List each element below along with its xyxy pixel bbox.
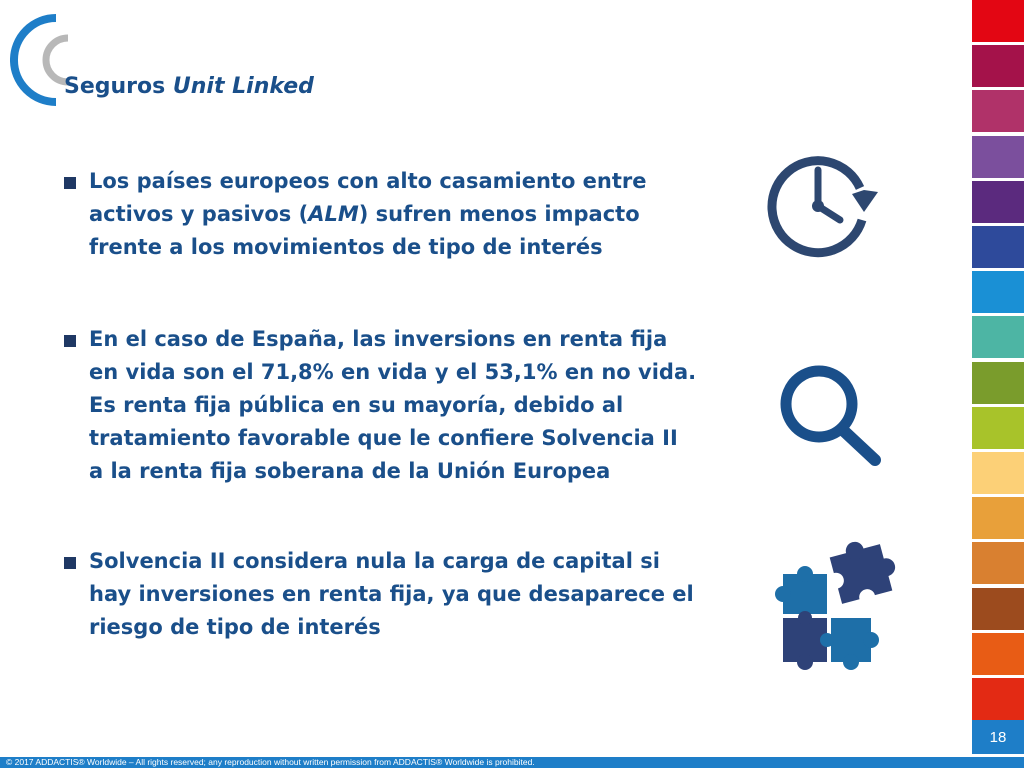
page-title: [64, 74, 314, 99]
color-stripe: [972, 271, 1024, 313]
color-stripe: [972, 542, 1024, 584]
bullet-line: riesgo de tipo de interés: [89, 615, 381, 639]
color-stripes: [972, 0, 1024, 768]
title-plain: Seguros: [64, 74, 173, 99]
bullet-square-icon: [64, 335, 76, 347]
color-stripe: [972, 226, 1024, 268]
bullet-line: en vida son el 71,8% en vida y el 53,1% en no vida.: [89, 360, 697, 384]
bullet-line: tratamiento favorable que le confiere Solvencia II: [89, 426, 678, 450]
color-stripe: [972, 90, 1024, 132]
color-stripe: [972, 316, 1024, 358]
bullet-line: Solvencia II considera nula la carga de capital si: [89, 549, 660, 573]
bullet-square-icon: [64, 177, 76, 189]
color-stripe: [972, 633, 1024, 675]
bullet-item: [64, 545, 704, 644]
color-stripe: [972, 136, 1024, 178]
color-stripe: [972, 0, 1024, 42]
bullet-item: [64, 323, 704, 488]
clock-refresh-icon: [760, 148, 884, 260]
bullet-square-icon: [64, 557, 76, 569]
bullet-line: a la renta fija soberana de la Unión Europea: [89, 459, 611, 483]
page-number: 18: [972, 720, 1024, 754]
copyright-footer: © 2017 ADDACTIS® Worldwide – All rights reserved; any reproduction without written permission from ADDACTIS® Worldwide is prohibited.: [0, 757, 1024, 768]
bullet-line: Los países europeos con alto casamiento entre: [89, 169, 647, 193]
magnifier-icon: [775, 360, 890, 472]
bullet-item: [64, 165, 704, 264]
color-stripe: [972, 497, 1024, 539]
color-stripe: [972, 678, 1024, 720]
bullet-list: [64, 165, 704, 644]
puzzle-icon: [765, 540, 900, 675]
bullet-line: activos y pasivos (ALM) sufren menos impacto: [89, 202, 640, 226]
title-italic: Unit Linked: [172, 74, 314, 99]
bullet-line: hay inversiones en renta fija, ya que desaparece el: [89, 582, 694, 606]
color-stripe: [972, 407, 1024, 449]
bullet-line: Es renta fija pública en su mayoría, debido al: [89, 393, 624, 417]
color-stripe: [972, 452, 1024, 494]
color-stripe: [972, 181, 1024, 223]
bullet-line: En el caso de España, las inversions en renta fija: [89, 327, 668, 351]
color-stripe: [972, 45, 1024, 87]
color-stripe: [972, 362, 1024, 404]
bullet-line: frente a los movimientos de tipo de interés: [89, 235, 603, 259]
color-stripe: [972, 588, 1024, 630]
